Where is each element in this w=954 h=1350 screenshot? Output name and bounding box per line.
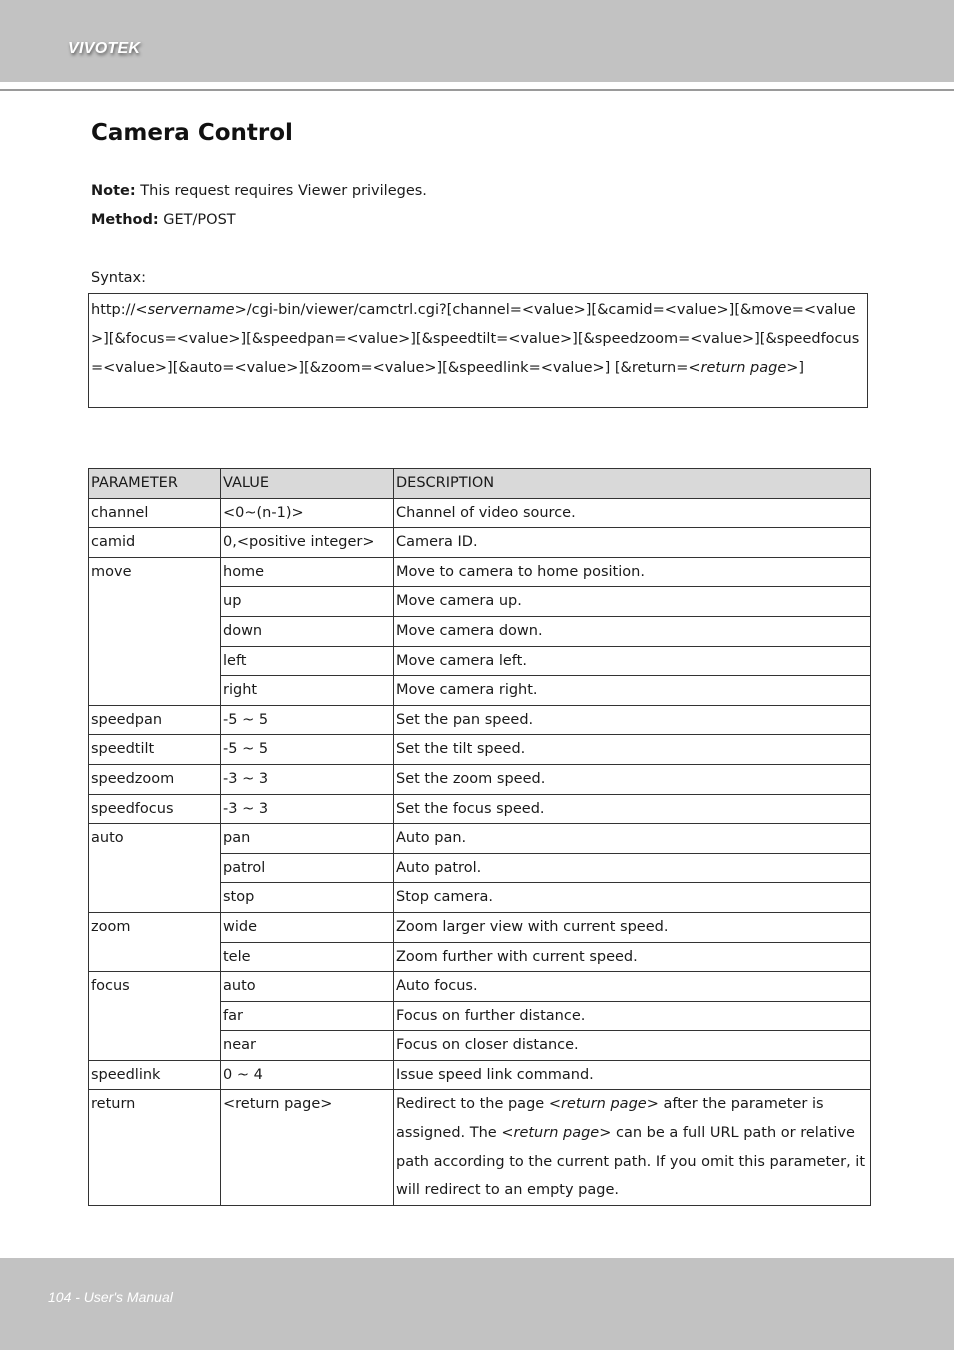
description-cell: Zoom further with current speed. xyxy=(394,942,871,972)
value-cell: patrol xyxy=(221,853,394,883)
syntax-middle: >/cgi-bin/viewer/camctrl.cgi?[channel=<value>][&camid=<value>][&move=<value>][&focus=<value>][&speedpan=<value>][&speedtilt=<value>][&speedzoom=<value>][&speedfocus=<value>][&auto=<value>][&zoom=<value>][&speedlink=<value>] [&return= xyxy=(91,302,860,376)
column-header-parameter: PARAMETER xyxy=(89,469,221,499)
description-cell: Issue speed link command. xyxy=(394,1060,871,1090)
value-cell: stop xyxy=(221,883,394,913)
param-cell: camid xyxy=(89,528,221,558)
value-cell: down xyxy=(221,616,394,646)
value-cell: -3 ~ 3 xyxy=(221,794,394,824)
table-row-camid xyxy=(89,528,871,558)
value-cell: home xyxy=(221,557,394,587)
table-row-speedzoom xyxy=(89,764,871,794)
page-header xyxy=(0,0,954,82)
description-cell: Focus on closer distance. xyxy=(394,1031,871,1061)
return-desc-em1: <return page> xyxy=(548,1096,659,1113)
table-row-speedtilt xyxy=(89,735,871,765)
description-cell xyxy=(394,1090,871,1205)
description-cell: Set the pan speed. xyxy=(394,705,871,735)
description-cell: Move camera left. xyxy=(394,646,871,676)
header-divider xyxy=(0,89,954,91)
value-cell: pan xyxy=(221,824,394,854)
table-row-speedlink xyxy=(89,1060,871,1090)
return-desc-part1: Redirect to the page xyxy=(396,1096,549,1113)
note-label: Note: xyxy=(91,183,136,199)
parameter-table xyxy=(88,468,871,1206)
param-cell: speedpan xyxy=(89,705,221,735)
table-row-auto xyxy=(89,824,871,854)
return-desc-part2: after the parameter is assigned. The xyxy=(396,1096,824,1142)
description-cell: Move camera down. xyxy=(394,616,871,646)
syntax-return-page: <return page> xyxy=(688,360,799,376)
description-cell: Set the tilt speed. xyxy=(394,735,871,765)
param-cell: speedfocus xyxy=(89,794,221,824)
value-cell: left xyxy=(221,646,394,676)
syntax-servername: servername xyxy=(147,302,235,318)
value-cell: near xyxy=(221,1031,394,1061)
table-header-row xyxy=(89,469,871,499)
value-cell: far xyxy=(221,1001,394,1031)
description-cell: Set the focus speed. xyxy=(394,794,871,824)
table-row-zoom xyxy=(89,912,871,942)
value-cell: <return page> xyxy=(221,1090,394,1205)
description-cell: Channel of video source. xyxy=(394,498,871,528)
table-row-return xyxy=(89,1090,871,1205)
value-cell: -5 ~ 5 xyxy=(221,735,394,765)
description-cell: Move camera right. xyxy=(394,676,871,706)
method-line xyxy=(91,212,236,228)
value-cell: 0 ~ 4 xyxy=(221,1060,394,1090)
value-cell: right xyxy=(221,676,394,706)
description-cell: Move camera up. xyxy=(394,587,871,617)
description-cell: Zoom larger view with current speed. xyxy=(394,912,871,942)
syntax-label: Syntax: xyxy=(91,270,147,286)
table-row-speedfocus xyxy=(89,794,871,824)
value-cell: <0~(n-1)> xyxy=(221,498,394,528)
table-row-channel xyxy=(89,498,871,528)
table-row-speedpan xyxy=(89,705,871,735)
column-header-value: VALUE xyxy=(221,469,394,499)
return-desc-em2: <return page> xyxy=(501,1125,612,1142)
description-cell: Move to camera to home position. xyxy=(394,557,871,587)
description-cell: Camera ID. xyxy=(394,528,871,558)
param-cell: speedtilt xyxy=(89,735,221,765)
brand-logo: VIVOTEK xyxy=(68,40,141,57)
page-number: 104 - User's Manual xyxy=(48,1289,173,1305)
param-cell: focus xyxy=(89,972,221,1061)
table-row-move xyxy=(89,557,871,587)
syntax-suffix: ] xyxy=(798,360,805,376)
param-cell: return xyxy=(89,1090,221,1205)
description-cell: Auto focus. xyxy=(394,972,871,1002)
description-cell: Auto patrol. xyxy=(394,853,871,883)
param-cell: auto xyxy=(89,824,221,913)
param-cell: move xyxy=(89,557,221,705)
param-cell: speedlink xyxy=(89,1060,221,1090)
description-cell: Set the zoom speed. xyxy=(394,764,871,794)
value-cell: 0,<positive integer> xyxy=(221,528,394,558)
value-cell: up xyxy=(221,587,394,617)
value-cell: tele xyxy=(221,942,394,972)
table-row-focus xyxy=(89,972,871,1002)
value-cell: -5 ~ 5 xyxy=(221,705,394,735)
method-text: GET/POST xyxy=(158,212,236,228)
param-cell: speedzoom xyxy=(89,764,221,794)
param-cell: zoom xyxy=(89,912,221,971)
syntax-box xyxy=(88,293,868,408)
note-line xyxy=(91,183,427,199)
page-title: Camera Control xyxy=(91,120,293,146)
method-label: Method: xyxy=(91,212,159,228)
param-cell: channel xyxy=(89,498,221,528)
description-cell: Focus on further distance. xyxy=(394,1001,871,1031)
value-cell: wide xyxy=(221,912,394,942)
description-cell: Stop camera. xyxy=(394,883,871,913)
value-cell: auto xyxy=(221,972,394,1002)
syntax-prefix: http://< xyxy=(91,302,148,318)
column-header-description: DESCRIPTION xyxy=(394,469,871,499)
description-cell: Auto pan. xyxy=(394,824,871,854)
note-text: This request requires Viewer privileges. xyxy=(135,183,427,199)
return-desc-part3: can be a full URL path or relative path according to the current path. If you omit this parameter, it will redirect to an empty page. xyxy=(396,1125,865,1199)
value-cell: -3 ~ 3 xyxy=(221,764,394,794)
